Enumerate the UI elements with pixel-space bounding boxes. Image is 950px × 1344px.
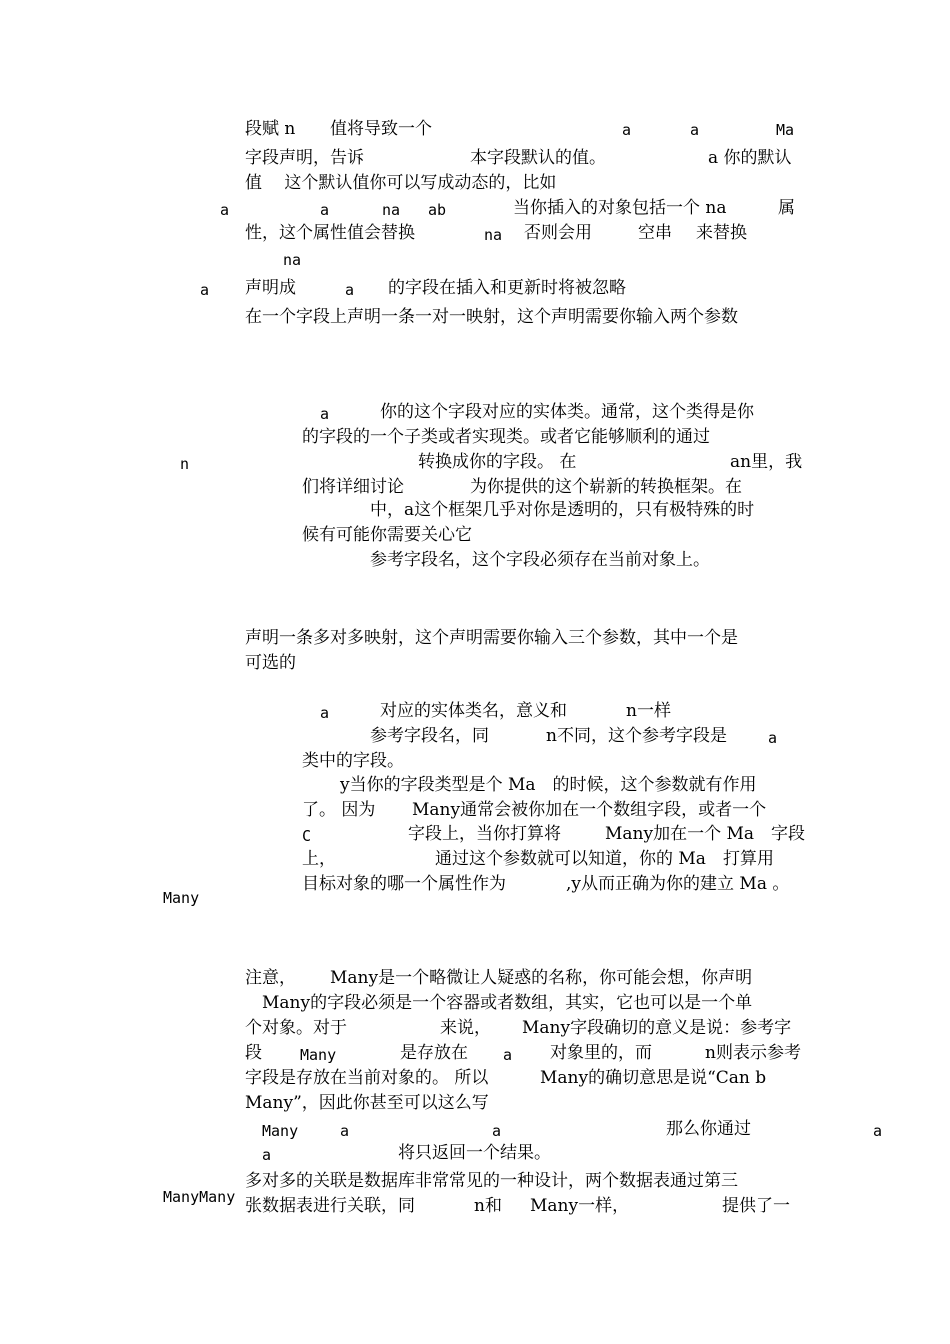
text-line: a [492, 1122, 502, 1140]
text-line: 的字段在插入和更新时将被忽略 [388, 278, 626, 298]
text-line: 值将导致一个 [330, 119, 432, 139]
text-line: 字段声明，告诉 [245, 148, 364, 168]
text-line: a [768, 729, 778, 747]
text-line: 张数据表进行关联，同 [245, 1196, 415, 1216]
text-line: ManyMany [163, 1188, 236, 1206]
text-line: a 你的默认 [708, 148, 792, 168]
text-line: n不同，这个参考字段是 [546, 726, 727, 746]
text-line: Many [300, 1046, 337, 1064]
text-line: 中，a这个框架几乎对你是透明的，只有极特殊的时 [370, 500, 755, 520]
text-line: a [262, 1146, 272, 1164]
text-line: 对象里的，而 [550, 1043, 652, 1063]
text-line: 否则会用 [524, 223, 592, 243]
text-line: 类中的字段。 [302, 751, 404, 771]
text-line: 段 [245, 1043, 262, 1063]
text-line: Many字段确切的意义是说：参考字 [522, 1018, 792, 1038]
text-line: ab [428, 201, 447, 219]
text-line: n一样 [626, 701, 671, 721]
text-line: 声明成 [245, 278, 296, 298]
text-line: 了。 因为 [302, 800, 376, 820]
text-line: Many的字段必须是一个容器或者数组，其实，它也可以是一个单 [262, 993, 753, 1013]
text-line: na [283, 251, 302, 269]
text-line: 多对多的关联是数据库非常常见的一种设计，两个数据表通过第三 [245, 1171, 738, 1191]
text-line: Many是一个略微让人疑惑的名称，你可能会想，你声明 [330, 968, 753, 988]
text-line: n [180, 455, 190, 473]
text-line: Ma [776, 121, 795, 139]
text-line: Many加在一个 Ma 字段 [605, 824, 806, 844]
text-line: 候有可能你需要关心它 [302, 525, 472, 545]
text-line: a [320, 405, 330, 423]
text-line: 本字段默认的值。 [470, 148, 606, 168]
text-line: 性，这个属性值会替换 [245, 223, 415, 243]
text-line: 提供了一 [722, 1196, 790, 1216]
text-line: 来说， [440, 1018, 491, 1038]
text-line: 在一个字段上声明一条一对一映射，这个声明需要你输入两个参数 [245, 307, 738, 327]
text-line: 属 [778, 198, 795, 218]
text-line: 值 这个默认值你可以写成动态的，比如 [245, 173, 557, 193]
text-line: na [382, 201, 401, 219]
text-line: a [873, 1122, 883, 1140]
text-line: 个对象。对于 [245, 1018, 347, 1038]
text-line: a [622, 121, 632, 139]
text-line: Many [262, 1122, 299, 1140]
text-line: ,y从而正确为你的建立 Ma 。 [566, 874, 790, 894]
text-line: 字段是存放在当前对象的。 所以 [245, 1068, 489, 1088]
text-line: n和 [474, 1196, 502, 1216]
text-line: 的字段的一个子类或者实现类。或者它能够顺利的通过 [302, 427, 710, 447]
text-line: Many的确切意思是说“Can b [540, 1068, 767, 1088]
text-line: 转换成你的字段。 在 [418, 452, 577, 472]
text-line: 参考字段名，同 [370, 726, 489, 746]
text-line: Many一样， [530, 1196, 630, 1216]
text-line: n则表示参考 [705, 1043, 801, 1063]
text-line: 上， [302, 849, 336, 869]
text-line: 可选的 [245, 653, 296, 673]
text-line: Many [163, 889, 200, 907]
text-line: 当你插入的对象包括一个 na [513, 198, 727, 218]
text-line: 来替换 [696, 223, 747, 243]
text-line: a [503, 1046, 513, 1064]
text-line: Many”，因此你甚至可以这么写 [245, 1093, 489, 1113]
text-line: C [302, 827, 312, 845]
text-line: a [220, 201, 230, 219]
text-line: 空串 [638, 223, 672, 243]
text-line: 那么你通过 [666, 1119, 751, 1139]
text-line: y当你的字段类型是个 Ma 的时候，这个参数就有作用 [340, 775, 757, 795]
text-line: 段赋 n [245, 119, 296, 139]
text-line: 对应的实体类名，意义和 [380, 701, 567, 721]
text-line: 通过这个参数就可以知道，你的 Ma 打算用 [435, 849, 774, 869]
text-line: a [320, 201, 330, 219]
text-line: 将只返回一个结果。 [398, 1143, 551, 1163]
text-line: 目标对象的哪一个属性作为 [302, 874, 506, 894]
text-line: 们将详细讨论 [302, 477, 404, 497]
text-line: 声明一条多对多映射，这个声明需要你输入三个参数，其中一个是 [245, 628, 738, 648]
text-line: 是存放在 [400, 1043, 468, 1063]
text-line: 字段上，当你打算将 [408, 824, 561, 844]
text-line: na [484, 226, 503, 244]
text-line: a [200, 281, 210, 299]
text-line: an里，我 [730, 452, 803, 472]
text-line: Many通常会被你加在一个数组字段，或者一个 [412, 800, 767, 820]
text-line: a [340, 1122, 350, 1140]
text-line: a [345, 281, 355, 299]
text-line: a [690, 121, 700, 139]
text-line: 为你提供的这个崭新的转换框架。在 [470, 477, 742, 497]
text-line: 你的这个字段对应的实体类。通常，这个类得是你 [380, 402, 754, 422]
text-line: 注意， [245, 968, 296, 988]
text-line: 参考字段名，这个字段必须存在当前对象上。 [370, 550, 710, 570]
text-line: a [320, 704, 330, 722]
